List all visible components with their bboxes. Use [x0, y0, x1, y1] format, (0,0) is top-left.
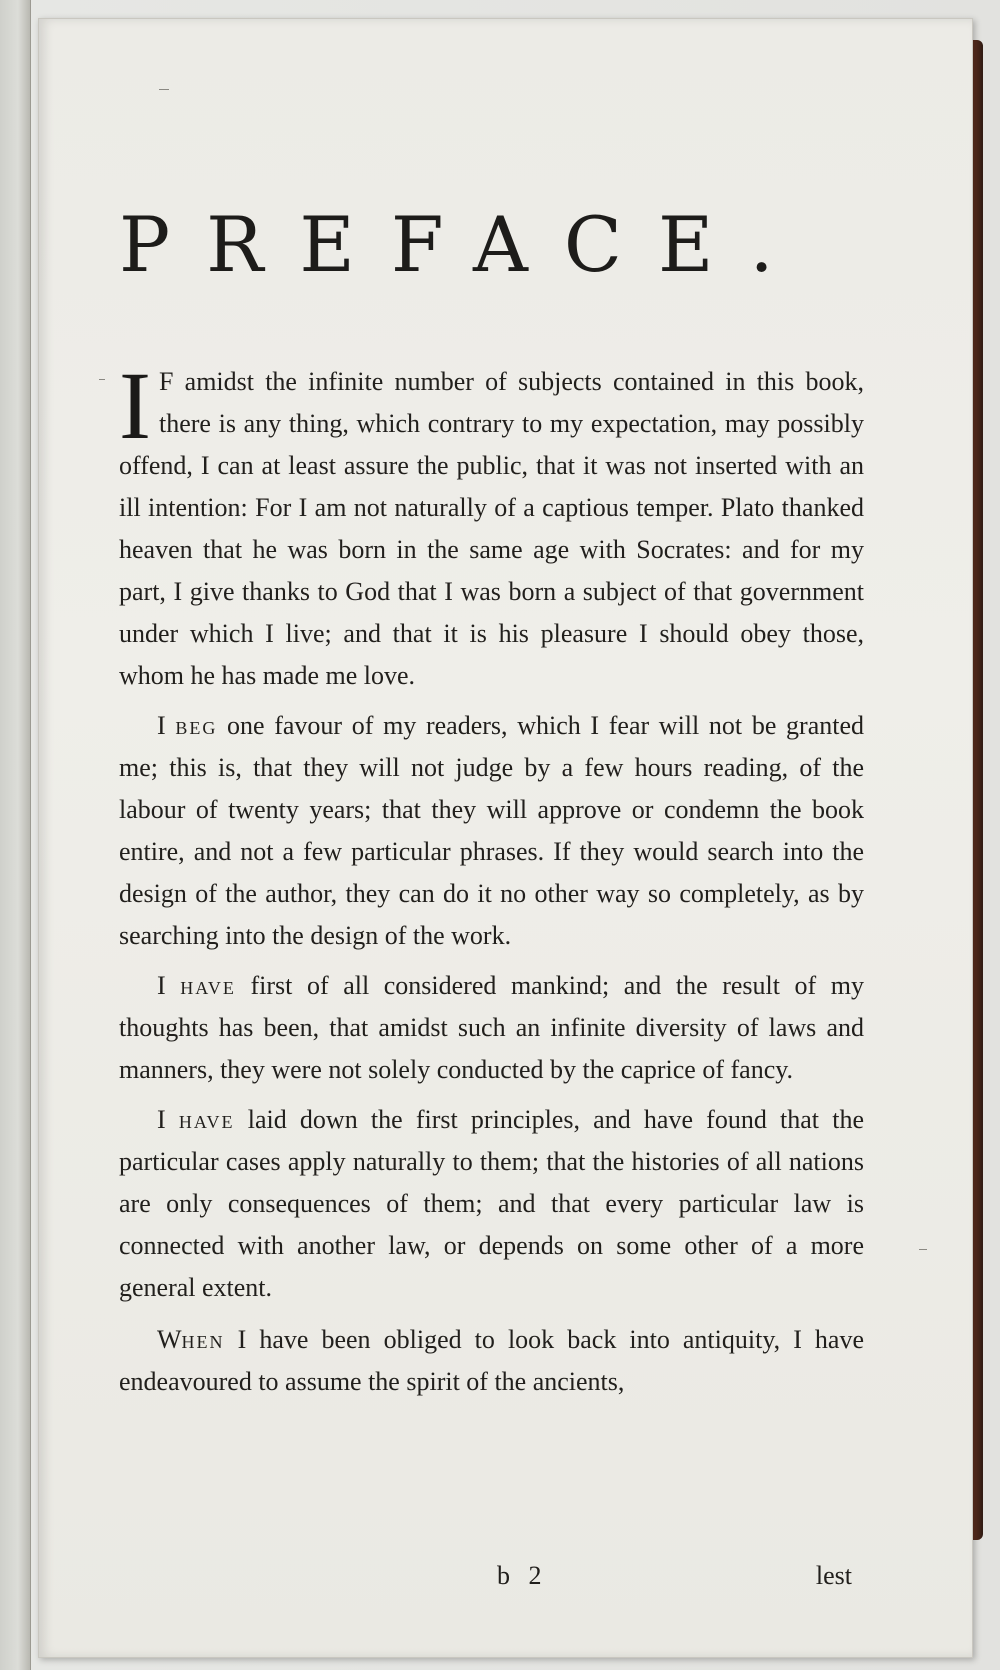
drop-cap: I: [119, 352, 151, 459]
left-page-edge: [0, 0, 31, 1670]
paragraph-text: I have been obliged to look back into antiquity, I have endeavoured to assume the spirit of the ancients,: [119, 1325, 864, 1396]
paragraph-lead: have: [180, 971, 236, 1000]
paragraph-initial: I: [157, 711, 176, 740]
paragraph-1: [119, 352, 864, 697]
paragraph-initial: I: [157, 971, 181, 1000]
book-page: [38, 18, 973, 1658]
paragraph-5: [119, 1319, 864, 1403]
paragraph-text: one favour of my readers, which I fear will not be granted me; this is, that they will not judge by a few hours reading, of the labour of twenty years; that they will approve or condemn the book entire, and not a few particular phrases. If they would search into the design of the author, they can do it no other way so completely, as by searching into the design of the work.: [119, 711, 864, 950]
paragraph-text: amidst the infinite number of subjects contained in this book, there is any thing, which contrary to my expectation, may possibly offend, I can at least assure the public, that it was not inserted with an ill intention: For I am not naturally of a captious temper. Plato thanked heaven that he was born in the same age with Socrates: and for my part, I give thanks to God that I was born a subject of that government under which I live; and that it is his pleasure I should obey those, whom he has made me love.: [119, 367, 864, 690]
page-blemish: [99, 379, 105, 380]
signature-mark: b 2: [497, 1561, 548, 1590]
paragraph-initial: W: [157, 1325, 182, 1354]
paragraph-lead: hen: [181, 1325, 225, 1354]
page-blemish: [159, 89, 169, 90]
paragraph-2: [119, 705, 864, 957]
paragraph-text: laid down the first principles, and have found that the particular cases apply naturally to them; that the histories of all nations are only consequences of them; and that every particular law is connected with another law, or depends on some other of a more general extent.: [119, 1105, 864, 1302]
page-title: PREFACE.: [119, 200, 810, 289]
paragraph-4: [119, 1099, 864, 1309]
paragraph-3: [119, 965, 864, 1091]
paragraph-lead: beg: [175, 711, 218, 740]
paragraph-lead: have: [178, 1105, 235, 1134]
paragraph-lead: F: [158, 367, 174, 396]
catchword: lest: [815, 1561, 852, 1590]
paragraph-initial: I: [157, 1105, 179, 1134]
page-footer: [119, 1561, 864, 1601]
paragraph-text: first of all considered mankind; and the result of my thoughts has been, that amidst such an infinite diversity of laws and manners, they were not solely conducted by the caprice of fancy.: [119, 971, 864, 1084]
body-text: [119, 352, 864, 1411]
page-blemish: [919, 1249, 927, 1250]
